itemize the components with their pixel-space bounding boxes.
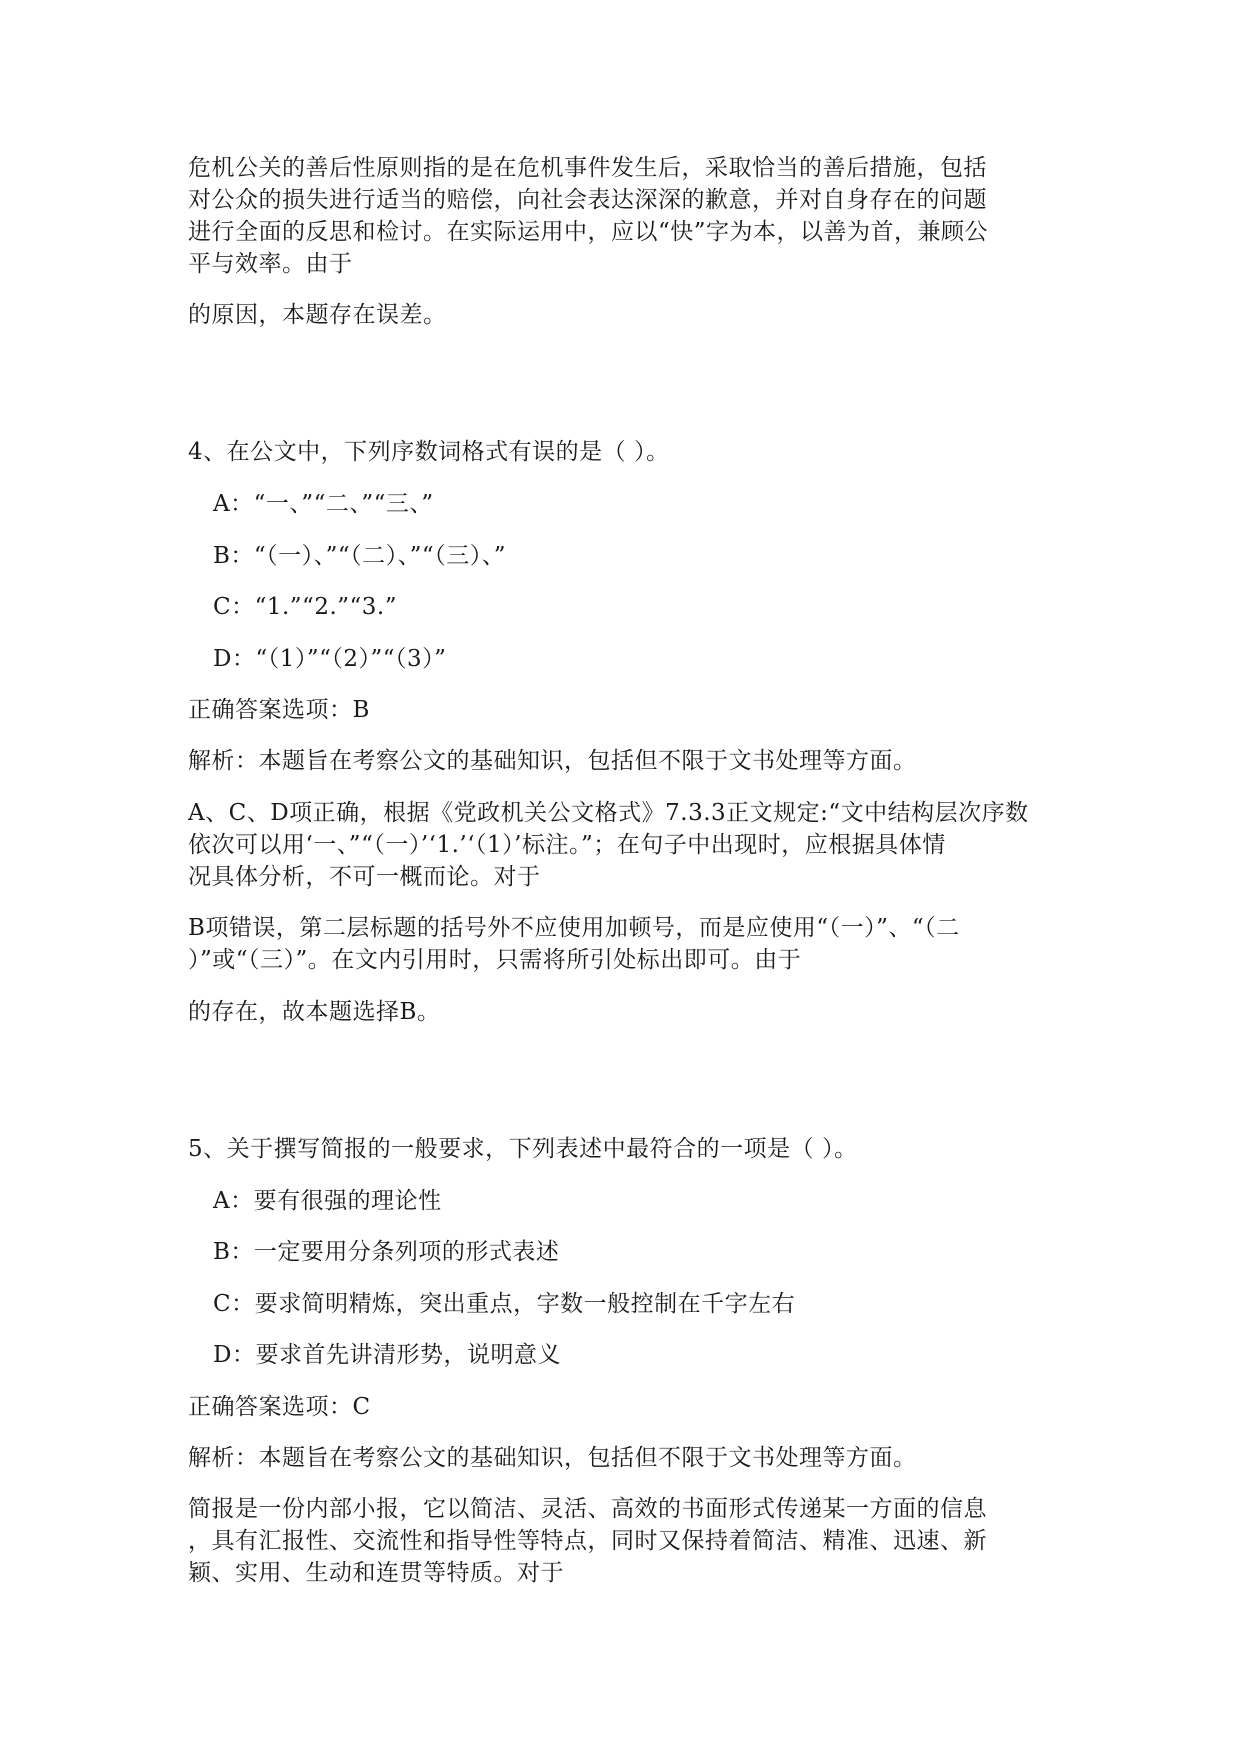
paragraph-line: A、C、D项正确，根据《党政机关公文格式》7.3.3正文规定:“文中结构层次序数 xyxy=(188,800,1029,826)
q4-answer: 正确答案选项：B xyxy=(188,697,370,723)
paragraph-line: 颖、实用、生动和连贯等特质。对于 xyxy=(188,1560,564,1586)
q5-answer: 正确答案选项：C xyxy=(188,1394,371,1420)
paragraph-line: 危机公关的善后性原则指的是在危机事件发生后，采取恰当的善后措施，包括 xyxy=(188,155,987,181)
q5-option-b: B：一定要用分条列项的形式表述 xyxy=(213,1239,560,1265)
q4-option-d: D：“（1）”“（2）”“（3）” xyxy=(213,646,447,672)
q4-option-a: A：“一、”“二、”“三、” xyxy=(213,491,434,517)
paragraph-line: 依次可以用‘一、”“（一）’‘1.’‘（1）’标注。”；在句子中出现时，应根据具体情 xyxy=(188,832,946,858)
paragraph-line: ）”或“（三）”。在文内引用时，只需将所引处标出即可。由于 xyxy=(188,947,802,973)
paragraph-line: 平与效率。由于 xyxy=(188,251,353,277)
question-5-title: 5、关于撰写简报的一般要求，下列表述中最符合的一项是（ ）。 xyxy=(188,1136,858,1162)
q4-analysis: 解析：本题旨在考察公文的基础知识，包括但不限于文书处理等方面。 xyxy=(188,748,917,774)
q4-option-c: C：“1.”“2.”“3.” xyxy=(213,594,397,620)
question-4-title: 4、在公文中，下列序数词格式有误的是（ ）。 xyxy=(188,439,670,465)
paragraph-line: 简报是一份内部小报，它以简洁、灵活、高效的书面形式传递某一方面的信息 xyxy=(188,1496,987,1522)
paragraph-line: 进行全面的反思和检讨。在实际运用中，应以“快”字为本，以善为首，兼顾公 xyxy=(188,219,989,245)
paragraph-line: 况具体分析，不可一概而论。对于 xyxy=(188,864,541,890)
q5-option-c: C：要求简明精炼，突出重点，字数一般控制在千字左右 xyxy=(213,1291,796,1317)
paragraph-line: 的存在，故本题选择B。 xyxy=(188,999,441,1025)
paragraph-line: 对公众的损失进行适当的赔偿，向社会表达深深的歉意，并对自身存在的问题 xyxy=(188,187,987,213)
q5-option-d: D：要求首先讲清形势，说明意义 xyxy=(213,1342,561,1368)
q5-analysis: 解析：本题旨在考察公文的基础知识，包括但不限于文书处理等方面。 xyxy=(188,1445,917,1471)
paragraph-line: ，具有汇报性、交流性和指导性等特点，同时又保持着简洁、精准、迅速、新 xyxy=(188,1528,987,1554)
q5-option-a: A：要有很强的理论性 xyxy=(213,1188,442,1214)
paragraph-line: 的原因，本题存在误差。 xyxy=(188,302,447,328)
paragraph-line: B项错误，第二层标题的括号外不应使用加顿号，而是应使用“（一）”、“（二 xyxy=(188,915,960,941)
q4-option-b: B：“（一）、”“（二）、”“（三）、” xyxy=(213,543,506,569)
